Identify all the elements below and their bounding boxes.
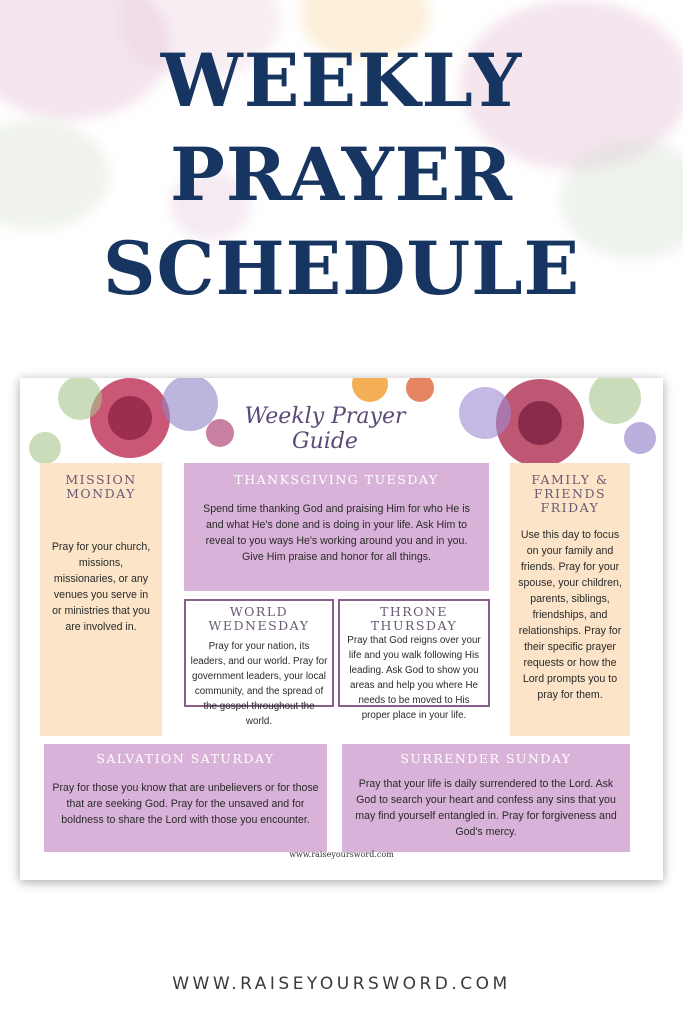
headline-line-1: WEEKLY — [160, 38, 523, 124]
page-title — [0, 34, 683, 316]
site-url[interactable]: WWW.RAISEYOURSWORD.COM — [172, 974, 511, 994]
saturday-box — [44, 744, 327, 852]
sunday-box — [342, 744, 630, 852]
monday-text: Pray for your church, missions, missionaries, or any venues you serve in or ministries that you are involved in. — [51, 541, 151, 633]
sunday-text: Pray that your life is daily surrendered to the Lord. Ask God to search your heart and confess any sins that you may find yourself entangled in. Pray for forgiveness and God's mercy. — [355, 778, 617, 838]
thursday-text: Pray that God reigns over your life and you walk following His leading. Ask God to show you areas and help you where He needs to be moved to His proper place in your life. — [347, 635, 481, 721]
wednesday-box — [184, 599, 334, 727]
sunday-heading: SURRENDER SUNDAY — [400, 751, 572, 766]
card-footer-url: www.raiseyoursword.com — [289, 850, 394, 859]
tuesday-box — [184, 463, 489, 591]
monday-heading: MISSION MONDAY — [65, 472, 137, 501]
monday-box — [40, 463, 162, 736]
thursday-box — [338, 599, 490, 721]
tuesday-heading: THANKSGIVING TUESDAY — [234, 472, 439, 487]
friday-heading: FAMILY & FRIENDS FRIDAY — [531, 472, 609, 515]
tuesday-text: Spend time thanking God and praising Him for who He is and what He's done and is doing in your life. Ask Him to reveal to you ways He's working around you and in you. Give Him praise and honor for all things. — [203, 503, 470, 563]
thursday-heading: THRONE THURSDAY — [370, 604, 458, 633]
prayer-guide-card — [20, 378, 663, 880]
wednesday-text: Pray for your nation, its leaders, and our world. Pray for government leaders, your local community, and the spread of the gospel throughout the world. — [190, 641, 328, 727]
headline-line-2: PRAYER — [170, 132, 513, 218]
guide-title: Weekly Prayer Guide — [244, 404, 406, 454]
friday-box — [510, 463, 630, 736]
friday-text: Use this day to focus on your family and friends. Pray for your spouse, your children, parents, siblings, friendships, and relationships. Pray for their specific prayer requests or how the Lord prompts you to pray for them. — [518, 529, 622, 701]
headline-line-3: SCHEDULE — [102, 226, 581, 312]
saturday-heading: SALVATION SATURDAY — [96, 751, 275, 766]
wednesday-heading: WORLD WEDNESDAY — [208, 604, 310, 633]
saturday-text: Pray for those you know that are unbelievers or for those that are seeking God. Pray for the unsaved and for boldness to share the Lord with those you encounter. — [52, 782, 319, 826]
